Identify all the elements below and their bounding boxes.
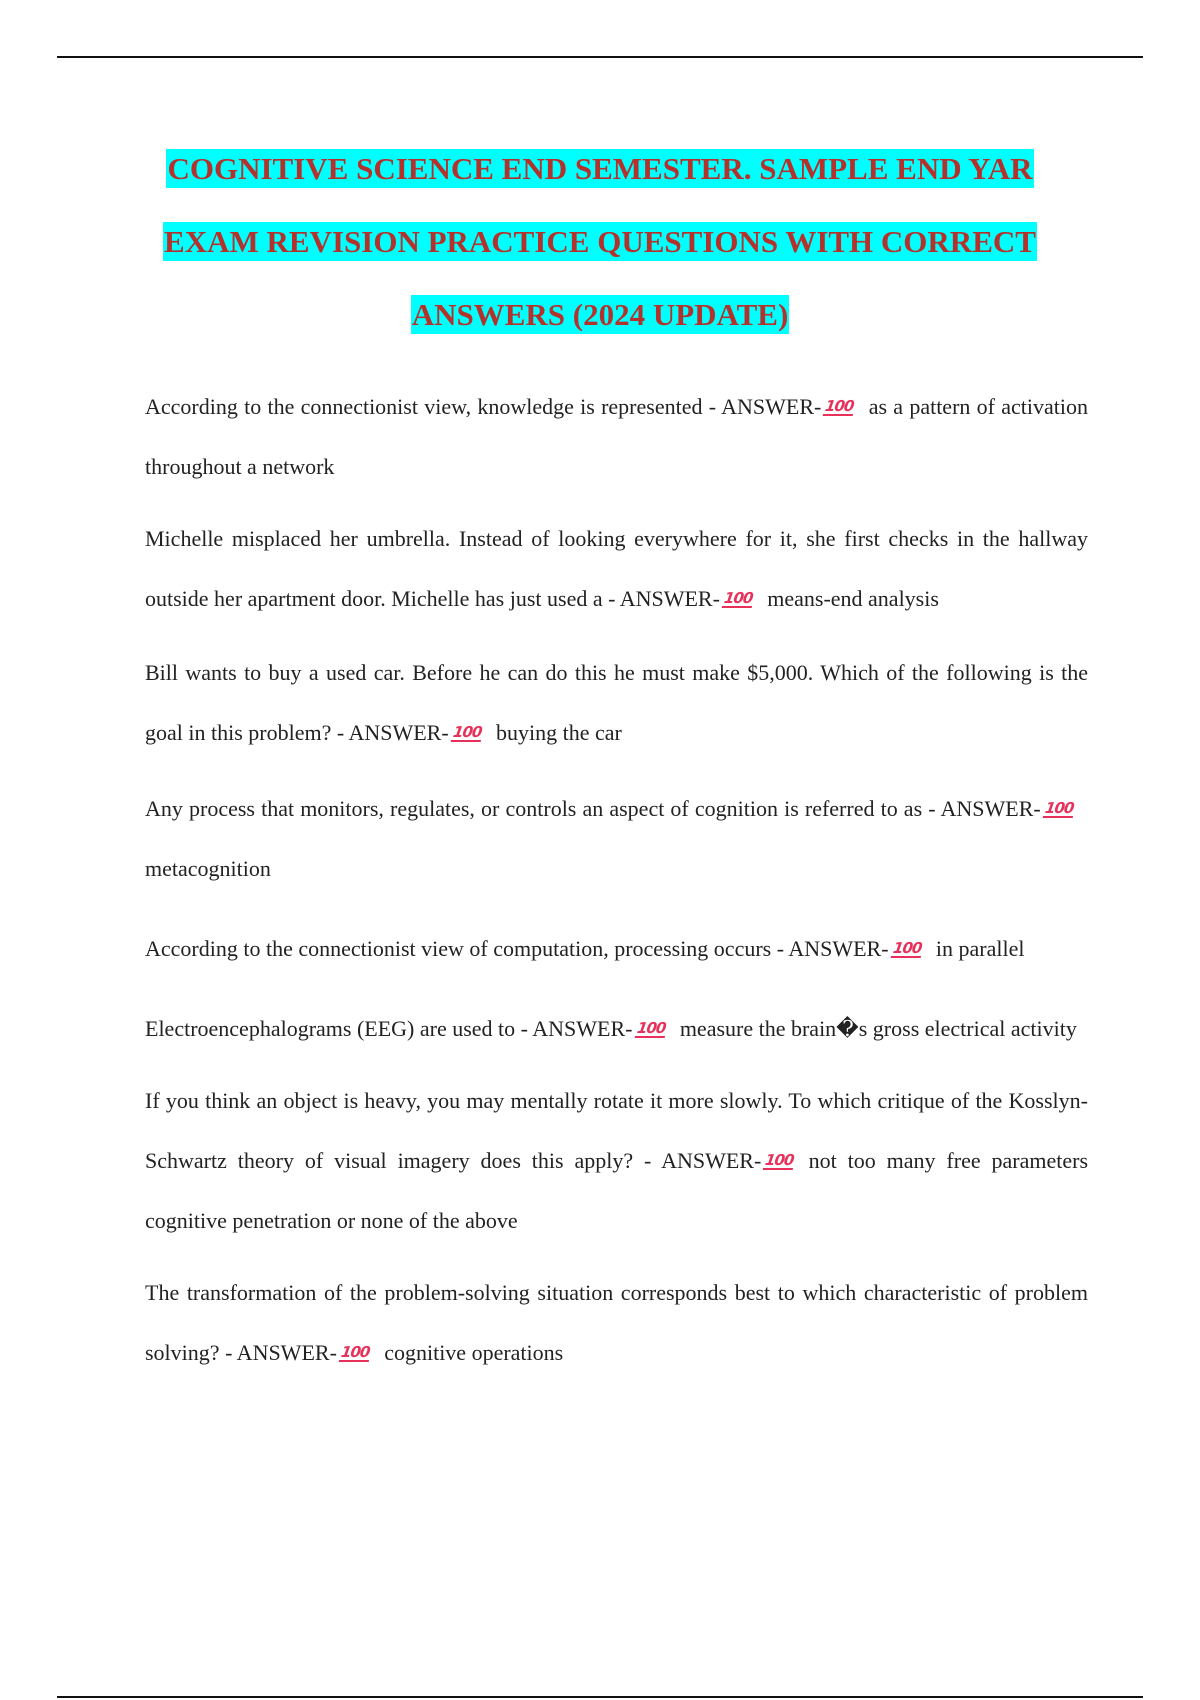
answer-marker: - ANSWER- (644, 1148, 762, 1173)
hundred-points-icon: 100 (824, 397, 856, 415)
answer-text: buying the car (496, 720, 622, 745)
question-text: Any process that monitors, regulates, or controls an aspect of cognition is referred to as (145, 796, 923, 821)
answer-text: cognitive operations (384, 1340, 564, 1365)
question-text: If you think an object is heavy, you may mentally rotate it more slowly. To which critique of the Kosslyn-Schwartz theory of visual imagery does this apply? (145, 1088, 1088, 1173)
header-rule (57, 56, 1143, 58)
answer-marker: - ANSWER- (708, 394, 822, 419)
footer-rule (57, 1696, 1143, 1698)
answer-text: as a pattern of activation throughout a network (145, 394, 1089, 479)
question-text: Electroencephalograms (EEG) are used to (145, 1016, 516, 1041)
answer-marker: - ANSWER- (336, 720, 449, 745)
answer-marker: - ANSWER- (928, 796, 1041, 821)
qa-item-1 (145, 377, 1088, 497)
qa-list (145, 377, 1088, 1383)
answer-marker: - ANSWER- (776, 936, 889, 961)
qa-item-4 (145, 779, 1088, 899)
hundred-points-icon: 100 (339, 1343, 371, 1361)
answer-marker: - ANSWER- (608, 586, 720, 611)
answer-text: metacognition (145, 856, 271, 881)
hundred-points-icon: 100 (451, 723, 483, 741)
question-text: According to the connectionist view of computation, processing occurs (145, 936, 772, 961)
answer-text: not too many free parameters cognitive penetration or none of the above (145, 1148, 1089, 1233)
answer-text: measure the brain�s gross electrical activity (679, 1016, 1077, 1041)
hundred-points-icon: 100 (764, 1151, 795, 1169)
hundred-points-icon: 100 (1043, 799, 1075, 817)
answer-marker: - ANSWER- (225, 1340, 337, 1365)
hundred-points-icon: 100 (722, 589, 754, 607)
qa-item-2 (145, 509, 1088, 629)
answer-text: in parallel (935, 936, 1025, 961)
qa-item-5 (145, 919, 1088, 979)
title-line-1: COGNITIVE SCIENCE END SEMESTER. SAMPLE END YAR (167, 151, 1033, 186)
qa-item-7 (145, 1071, 1088, 1251)
qa-item-3 (145, 643, 1088, 763)
hundred-points-icon: 100 (891, 939, 923, 957)
answer-text: means-end analysis (767, 586, 939, 611)
document-title (150, 132, 1050, 351)
title-line-2: EXAM REVISION PRACTICE QUESTIONS WITH CORRECT (164, 224, 1036, 259)
question-text: Bill wants to buy a used car. Before he can do this he must make $5,000. Which of the following is the goal in this problem? (145, 660, 1088, 745)
hundred-points-icon: 100 (635, 1019, 667, 1037)
qa-item-6 (145, 999, 1088, 1059)
question-text: According to the connectionist view, knowledge is represented (145, 394, 703, 419)
title-line-3: ANSWERS (2024 UPDATE) (411, 297, 789, 332)
answer-marker: - ANSWER- (520, 1016, 633, 1041)
question-text: Michelle misplaced her umbrella. Instead of looking everywhere for it, she first checks in the hallway outside her apartment door. Michelle has just used a (145, 526, 1088, 611)
question-text: The transformation of the problem-solving situation corresponds best to which characteristic of problem solving? (145, 1280, 1088, 1365)
qa-item-8 (145, 1263, 1088, 1383)
